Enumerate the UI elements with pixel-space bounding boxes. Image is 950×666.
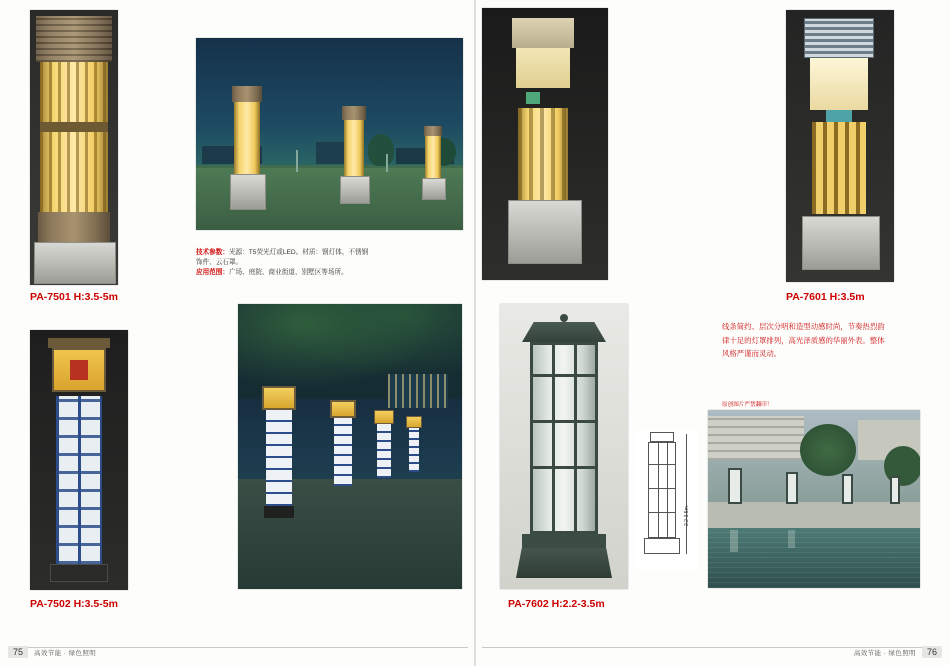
caption-pa-7501 xyxy=(30,291,118,303)
photo-pa-7501-detail xyxy=(30,10,118,285)
photo-pa-7502-street-row xyxy=(238,304,462,589)
photo-pa-7602-detail xyxy=(500,304,628,589)
dimension-label: 2.2-3.5m xyxy=(684,506,690,526)
product-code-pa-7601: PA-7601 H:3.5m xyxy=(786,291,865,303)
photo-riverside-installation xyxy=(708,410,920,588)
footer-text-left: 高效节能 · 绿色照明 xyxy=(34,650,97,657)
photo-plaza-night-scene xyxy=(196,38,463,230)
spec-label-technical: 技术参数： xyxy=(196,249,229,256)
caption-pa-7601 xyxy=(786,291,865,303)
footer-text-right: 高效节能 · 绿色照明 xyxy=(853,650,916,657)
product-code-pa-7501: PA-7501 H:3.5-5m xyxy=(30,291,118,303)
photo-pa-7601-detail xyxy=(482,8,608,280)
product-code-pa-7602: PA-7602 H:2.2-3.5m xyxy=(508,598,605,610)
spec-label-application: 应用范围： xyxy=(196,269,229,277)
spec-note xyxy=(196,248,371,279)
drawing-pa-7602-dimension xyxy=(636,430,698,570)
photo-pa-7601-tall xyxy=(786,10,894,282)
page-number-right: 76 xyxy=(922,646,942,658)
photo-pa-7502-detail xyxy=(30,330,128,590)
caption-pa-7502 xyxy=(30,598,118,610)
copyright-notice: 原创图片严禁翻印！ xyxy=(722,402,773,408)
page-number-left: 75 xyxy=(8,646,28,658)
caption-pa-7602 xyxy=(508,598,605,610)
product-code-pa-7502: PA-7502 H:3.5-5m xyxy=(30,598,118,610)
page-gutter xyxy=(474,0,476,666)
product-description: 线条简约、层次分明和造型动感时尚，节奏热烈韵律十足的灯罩排列，高光泽质感的华丽外表。整体风格严谨而灵动。 xyxy=(722,322,885,359)
spec-value-application: 广场、庭院、商业街道、别墅区等场所。 xyxy=(228,269,348,277)
spec-value-technical: 光源：T5荧光灯或LED。材质：钢灯体、不锈钢饰件、云石罩。 xyxy=(196,249,369,267)
